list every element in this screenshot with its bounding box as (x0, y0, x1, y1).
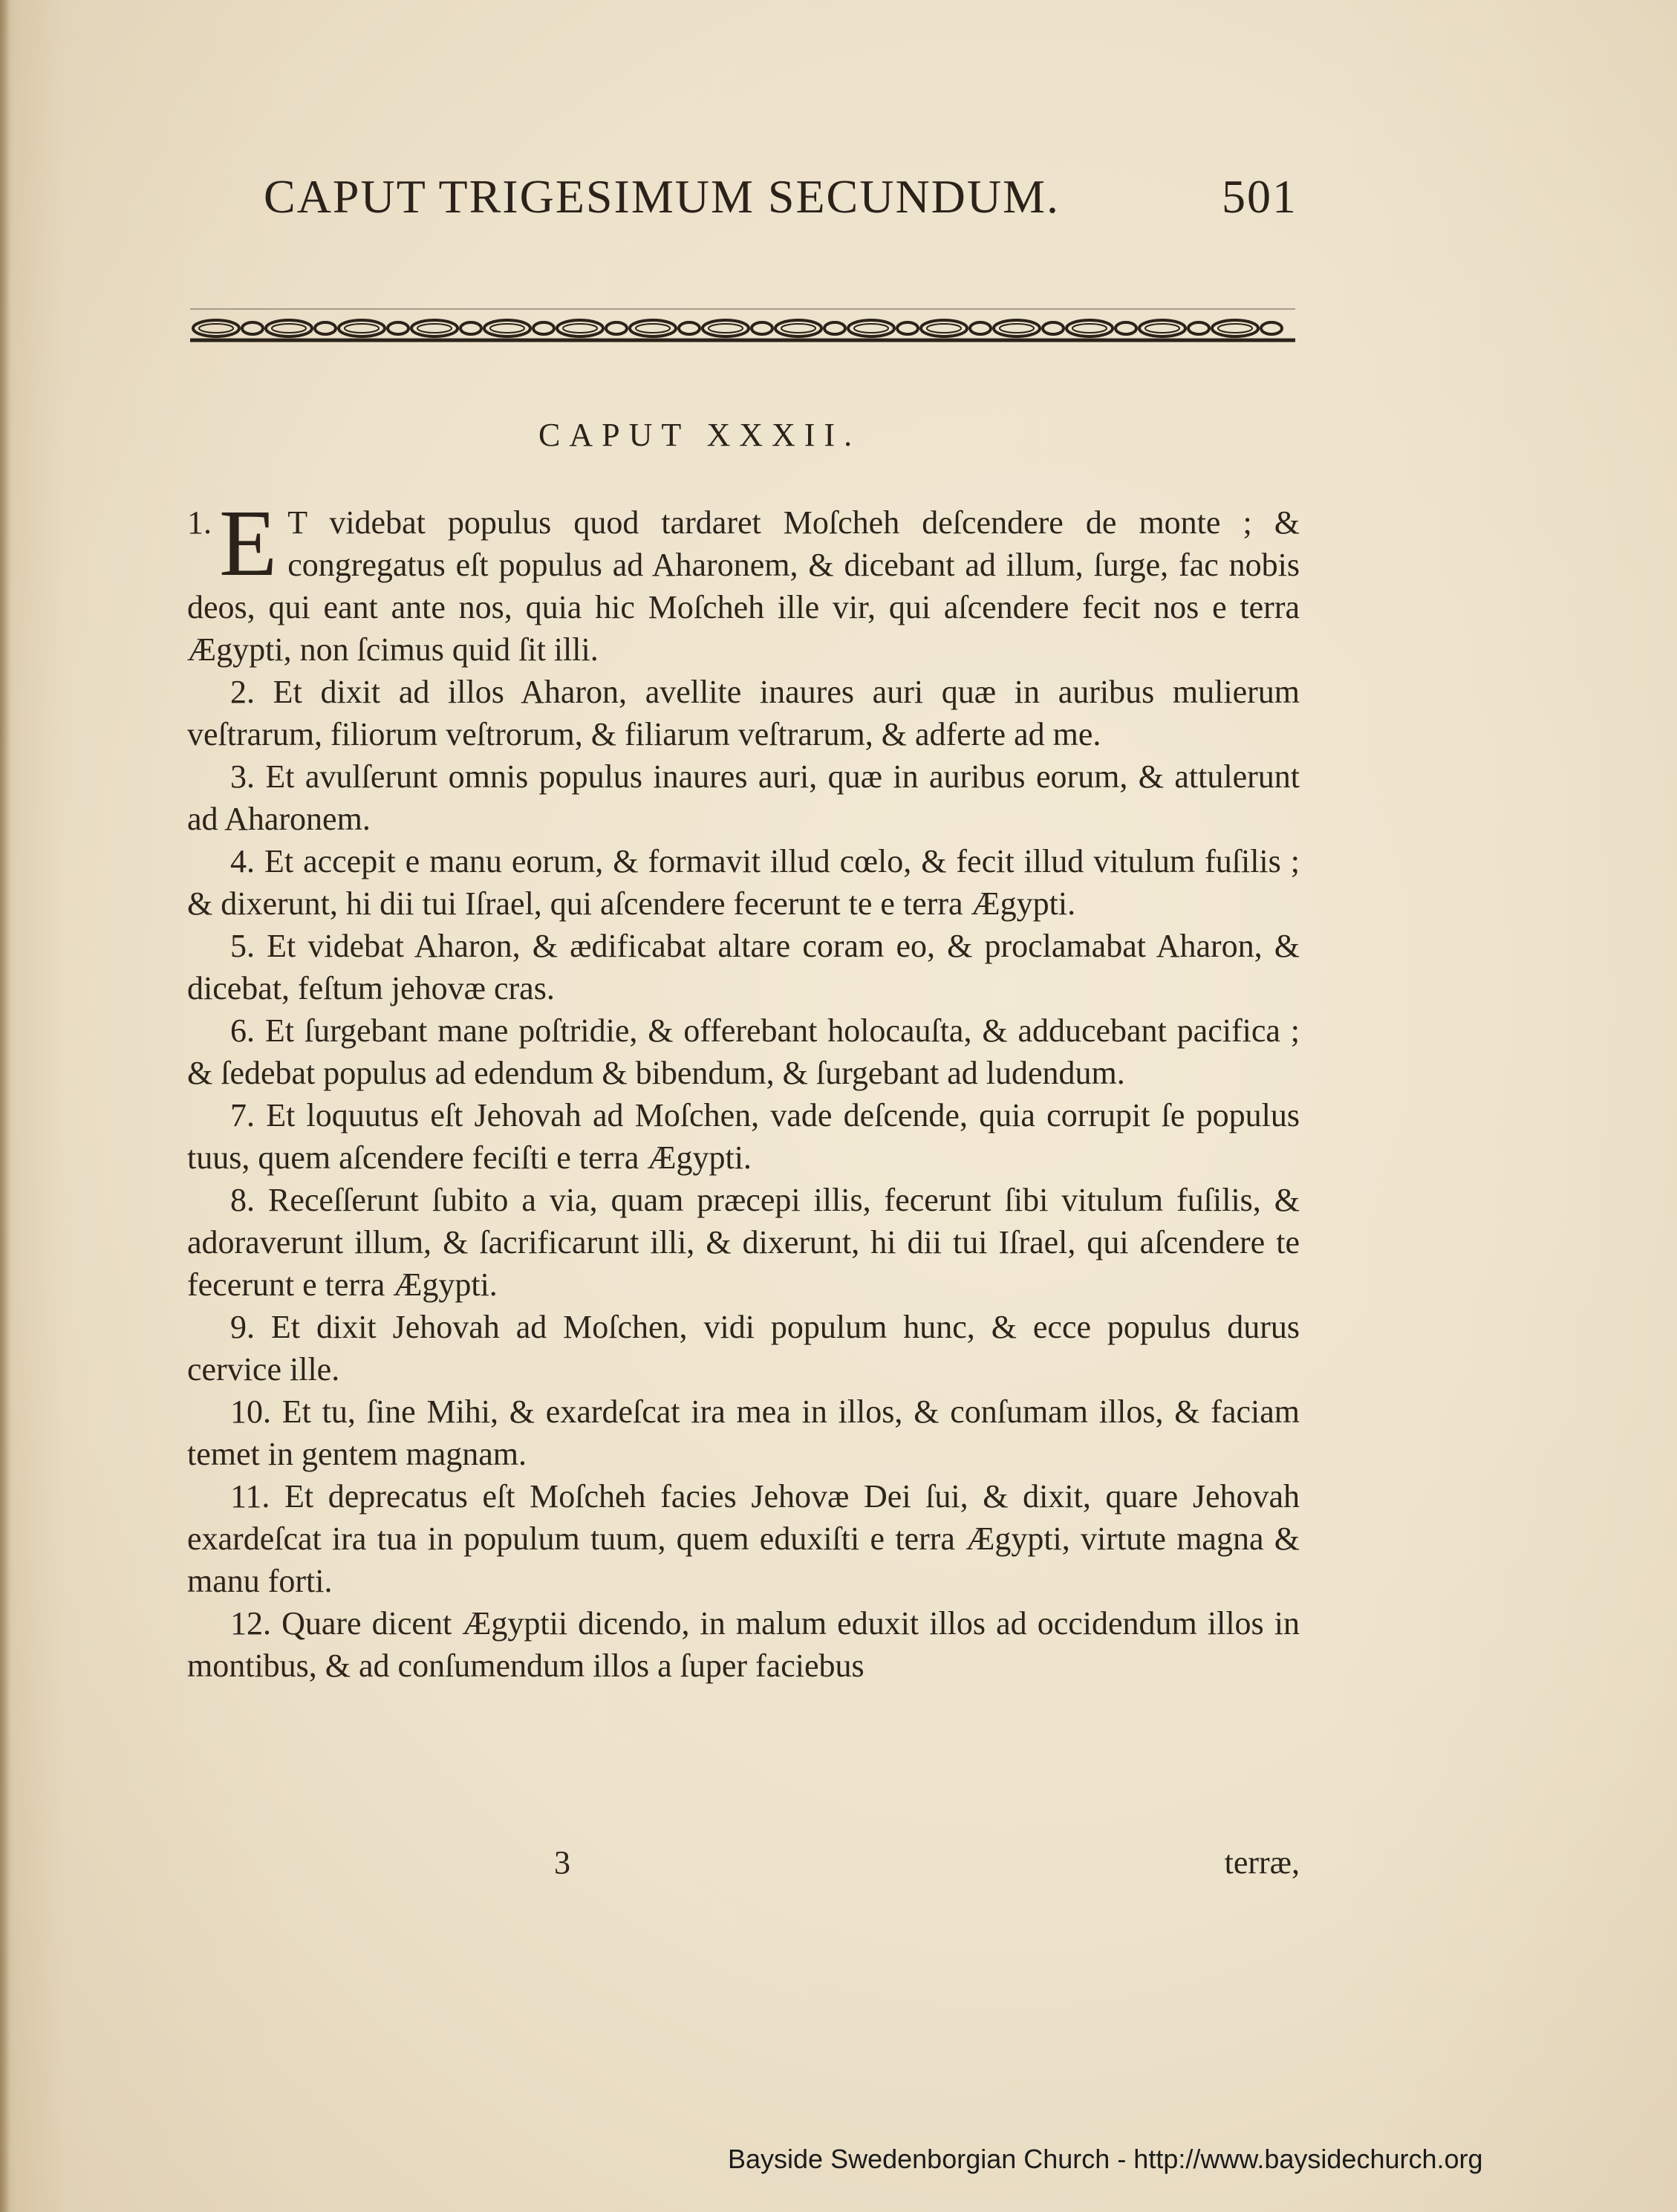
ornament-link (533, 322, 554, 334)
ornament-link-inner (1218, 324, 1252, 333)
ornament-link-inner (709, 324, 743, 333)
chapter-heading: CAPUT XXXII. (538, 417, 862, 453)
running-head-title: CAPUT TRIGESIMUM SECUNDUM. (264, 170, 1060, 223)
verse-11: 11. Et deprecatus eſt Moſcheh facies Jehovæ Dei ſui, & dixit, quare Jehovah exardeſcat ira tua in populum tuum, quem eduxiſti e terra Ægypti, virtute magna & manu forti. (187, 1478, 1300, 1599)
ornament-link (484, 320, 530, 336)
ornament-link-inner (345, 324, 379, 333)
verse-9: 9. Et dixit Jehovah ad Moſchen, vidi populum hunc, & ecce populus durus cervice ille. (187, 1309, 1300, 1388)
ornament-link (1116, 322, 1136, 334)
ornament-link-inner (781, 324, 815, 333)
ornament-link (897, 322, 918, 334)
ornament-link (752, 322, 772, 334)
ornament-link-inner (1145, 324, 1179, 333)
verse-7: 7. Et loquutus eſt Jehovah ad Moſchen, vade deſcende, quia corrupit ſe populus tuus, quem aſcendere feciſti e terra Ægypti. (187, 1097, 1300, 1176)
ornament-link-inner (417, 324, 452, 333)
page-gutter-shadow (0, 0, 10, 2212)
ornament-link-inner (272, 324, 306, 333)
ornament-link (703, 320, 749, 336)
watermark-caption: Bayside Swedenborgian Church - http://www.baysidechurch.org (728, 2144, 1483, 2174)
ornament-link (193, 320, 239, 336)
ornament-link (679, 322, 700, 334)
ornament-link (1212, 320, 1258, 336)
ornament-link-inner (563, 324, 597, 333)
ornamental-border (186, 303, 1300, 346)
signature-mark: 3 (554, 1844, 570, 1881)
ornament-link (1067, 320, 1113, 336)
ornament-link (242, 322, 263, 334)
verse-3: 3. Et avulſerunt omnis populus inaures auri, quæ in auribus eorum, & attulerunt ad Aharonem. (187, 758, 1300, 837)
ornament-link (970, 322, 991, 334)
ornament-link (848, 320, 894, 336)
verse-5: 5. Et videbat Aharon, & ædificabat altare coram eo, & proclamabat Aharon, & dicebat, feſtum jehovæ cras. (187, 928, 1300, 1006)
verse-6: 6. Et ſurgebant mane poſtridie, & offerebant holocauſta, & adducebant pacifica ; & ſedebat populus ad edendum & bibendum, & ſurgebant ad ludendum. (187, 1012, 1300, 1091)
ornament-link (1139, 320, 1185, 336)
ornament-link-inner (199, 324, 233, 333)
drop-cap: E (219, 490, 278, 596)
body-text (187, 490, 1300, 1687)
verse-1-text: T videbat populus quod tardaret Moſcheh deſcendere de monte ; & congregatus eſt populus ad Aharonem, & dicebant ad illum, ſurge, fac nobis deos, qui eant ante nos, quia hic Moſcheh ille vir, qui aſcendere fecit nos e terra Ægypti, non ſcimus quid ſit illi. (187, 504, 1300, 668)
verse-2: 2. Et dixit ad illos Aharon, avellite inaures auri quæ in auribus mulierum veſtrarum, filiorum veſtrorum, & filiarum veſtrarum, & adferte ad me. (187, 674, 1300, 752)
verse-1 (187, 490, 1300, 671)
ornament-link (339, 320, 385, 336)
ornament-link-inner (854, 324, 888, 333)
ornament-link (388, 322, 408, 334)
ornament-link-inner (927, 324, 961, 333)
running-head (264, 169, 1303, 229)
ornament-link (266, 320, 312, 336)
ornament-link (921, 320, 967, 336)
verse-8: 8. Receſſerunt ſubito a via, quam præcepi illis, fecerunt ſibi vitulum fuſilis, & adoraverunt illum, & ſacrificarunt illi, & dixerunt, hi dii tui Iſrael, qui aſcendere te fecerunt e terra Ægypti. (187, 1182, 1300, 1303)
ornament-link (606, 322, 627, 334)
ornament-link-inner (1072, 324, 1107, 333)
ornament-link-inner (636, 324, 670, 333)
verse-12: 12. Quare dicent Ægyptii dicendo, in malum eduxit illos ad occidendum illos in montibus, & ad conſumendum illos a ſuper faciebus (187, 1605, 1300, 1684)
verse-1-number: 1. (187, 504, 212, 541)
ornament-link (1261, 322, 1282, 334)
ornament-link (994, 320, 1040, 336)
page-number: 501 (1222, 170, 1297, 223)
ornament-link-inner (1000, 324, 1034, 333)
ornament-link (411, 320, 457, 336)
ornament-link (824, 322, 845, 334)
ornament-link (557, 320, 603, 336)
catchword: terræ, (1224, 1844, 1300, 1881)
ornament-link (1043, 322, 1064, 334)
verse-4: 4. Et accepit e manu eorum, & formavit illud cœlo, & fecit illud vitulum fuſilis ; & dixerunt, hi dii tui Iſrael, qui aſcendere fecerunt te e terra Ægypti. (187, 843, 1300, 922)
ornament-link (315, 322, 336, 334)
ornament-link (775, 320, 821, 336)
ornament-link (460, 322, 481, 334)
ornament-link (630, 320, 676, 336)
ornament-link (1188, 322, 1209, 334)
verse-10: 10. Et tu, ſine Mihi, & exardeſcat ira mea in illos, & conſumam illos, & faciam temet in gentem magnam. (187, 1393, 1300, 1472)
ornament-link-inner (490, 324, 524, 333)
